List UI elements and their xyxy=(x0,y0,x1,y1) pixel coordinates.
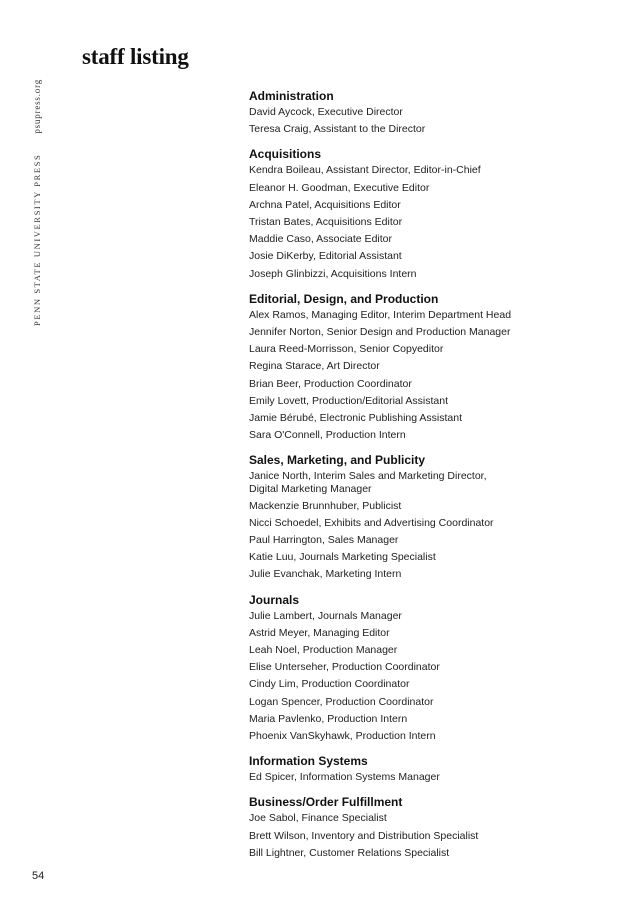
staff-section xyxy=(249,794,599,862)
staff-section xyxy=(249,753,599,786)
staff-entry: Bill Lightner, Customer Relations Specialist xyxy=(249,846,450,859)
staff-entry: Astrid Meyer, Managing Editor xyxy=(249,626,390,639)
staff-entry: Cindy Lim, Production Coordinator xyxy=(249,678,410,691)
staff-entry: Nicci Schoedel, Exhibits and Advertising Coordinator xyxy=(249,516,494,529)
staff-entry: David Aycock, Executive Director xyxy=(249,106,403,118)
staff-entry: Emily Lovett, Production/Editorial Assistant xyxy=(249,394,449,407)
staff-entry: Paul Harrington, Sales Manager xyxy=(249,534,399,547)
staff-entry: Eleanor H. Goodman, Executive Editor xyxy=(249,181,430,194)
staff-entry: Sara O'Connell, Production Intern xyxy=(249,429,406,442)
sidebar-running-head xyxy=(30,56,44,326)
staff-entry: Leah Noel, Production Manager xyxy=(249,644,398,657)
staff-entry: Ed Spicer, Information Systems Manager xyxy=(249,771,440,784)
staff-entry: Julie Lambert, Journals Manager xyxy=(249,609,402,622)
staff-entry: Tristan Bates, Acquisitions Editor xyxy=(249,216,403,229)
staff-entry: Jamie Bérubé, Electronic Publishing Assistant xyxy=(249,412,463,425)
staff-entry: Brian Beer, Production Coordinator xyxy=(249,377,412,390)
staff-entry: Brett Wilson, Inventory and Distribution Specialist xyxy=(249,829,479,842)
publisher-url: psupress.org xyxy=(32,78,42,134)
staff-entry: Joseph Glinbizzi, Acquisitions Intern xyxy=(249,267,417,280)
staff-entry: Elise Unterseher, Production Coordinator xyxy=(249,661,440,674)
staff-list xyxy=(249,88,599,870)
staff-entry: Alex Ramos, Managing Editor, Interim Department Head xyxy=(249,308,512,321)
section-heading: Administration xyxy=(249,89,334,103)
staff-entry: Regina Starace, Art Director xyxy=(249,360,380,373)
section-heading: Acquisitions xyxy=(249,147,322,162)
staff-section xyxy=(249,146,599,282)
staff-entry: Archna Patel, Acquisitions Editor xyxy=(249,198,401,211)
staff-section xyxy=(249,452,599,583)
staff-entry: Janice North, Interim Sales and Marketing Director, Digital Marketing Manager xyxy=(249,470,487,495)
staff-entry: Mackenzie Brunnhuber, Publicist xyxy=(249,499,402,512)
page-number: 54 xyxy=(32,870,45,882)
section-heading: Journals xyxy=(249,592,300,607)
staff-entry: Joe Sabol, Finance Specialist xyxy=(249,812,387,825)
staff-entry: Julie Evanchak, Marketing Intern xyxy=(249,568,402,581)
staff-entry: Laura Reed-Morrisson, Senior Copyeditor xyxy=(249,343,444,356)
staff-entry: Maria Pavlenko, Production Intern xyxy=(249,712,408,725)
section-heading: Information Systems xyxy=(249,754,368,769)
section-heading: Editorial, Design, and Production xyxy=(249,291,439,306)
staff-entry: Maddie Caso, Associate Editor xyxy=(249,233,392,246)
staff-entry: Katie Luu, Journals Marketing Specialist xyxy=(249,551,436,564)
staff-section xyxy=(249,291,599,445)
publisher-name: PENN STATE UNIVERSITY PRESS xyxy=(32,153,42,326)
section-heading: Sales, Marketing, and Publicity xyxy=(249,453,426,468)
staff-entry: Teresa Craig, Assistant to the Director xyxy=(249,123,426,136)
section-heading: Business/Order Fulfillment xyxy=(249,795,403,810)
staff-entry: Jennifer Norton, Senior Design and Production Manager xyxy=(249,326,511,339)
staff-section xyxy=(249,88,599,138)
staff-section xyxy=(249,592,599,746)
staff-entry: Josie DiKerby, Editorial Assistant xyxy=(249,250,402,263)
staff-entry: Kendra Boileau, Assistant Director, Editor-in-Chief xyxy=(249,164,481,177)
staff-entry: Phoenix VanSkyhawk, Production Intern xyxy=(249,730,436,743)
page-title: staff listing xyxy=(82,44,189,69)
staff-entry: Logan Spencer, Production Coordinator xyxy=(249,695,434,708)
